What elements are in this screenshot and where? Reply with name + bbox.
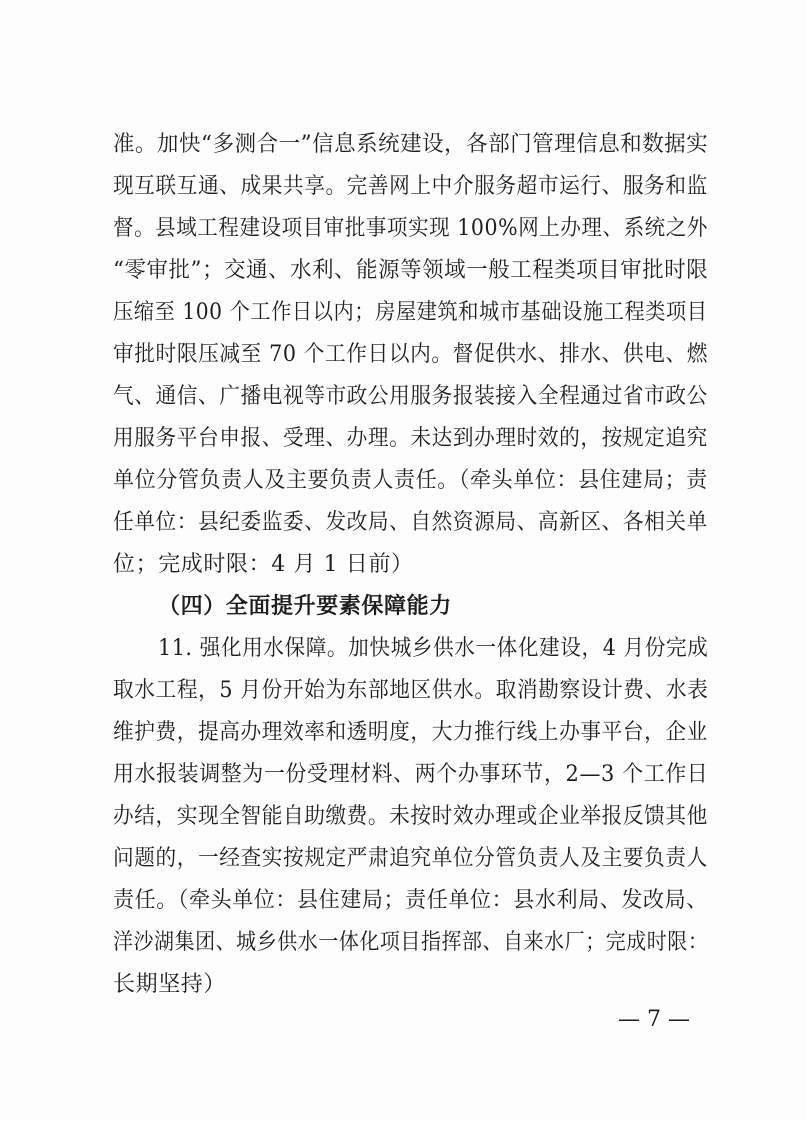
text-line: 取水工程，5 月份开始为东部地区供水。取消勘察设计费、水表 [113, 678, 709, 703]
text-line: 气、通信、广播电视等市政公用服务报装接入全程通过省市政公 [113, 384, 708, 409]
text-line: 审批时限压减至 70 个工作日以内。督促供水、排水、供电、燃 [113, 342, 709, 367]
text-line: 长期坚持） [113, 972, 227, 997]
text-line: 督。县域工程建设项目审批事项实现 100%网上办理、系统之外 [113, 216, 708, 241]
page-number: — 7 — [618, 1007, 690, 1032]
text-line: 任单位：县纪委监委、发改局、自然资源局、高新区、各相关单 [113, 510, 708, 535]
text-line: 维护费，提高办理效率和透明度，大力推行线上办事平台，企业 [113, 720, 708, 745]
section-heading: （四）全面提升要素保障能力 [158, 594, 452, 619]
text-line: 现互联互通、成果共享。完善网上中介服务超市运行、服务和监 [113, 174, 708, 199]
text-line: 办结，实现全智能自助缴费。未按时效办理或企业举报反馈其他 [113, 804, 708, 829]
text-line: 11. 强化用水保障。加快城乡供水一体化建设，4 月份完成 [158, 636, 709, 661]
text-line: 压缩至 100 个工作日以内；房屋建筑和城市基础设施工程类项目 [113, 300, 708, 325]
text-line: 责任。（牵头单位：县住建局；责任单位：县水利局、发改局、 [113, 888, 708, 913]
text-line: 用服务平台申报、受理、办理。未达到办理时效的，按规定追究 [113, 426, 708, 451]
text-line: 位；完成时限：4 月 1 日前） [113, 552, 414, 577]
text-line: 洋沙湖集团、城乡供水一体化项目指挥部、自来水厂；完成时限： [113, 930, 709, 955]
text-line: “零审批”；交通、水利、能源等领域一般工程类项目审批时限 [113, 258, 709, 283]
text-line: 单位分管负责人及主要负责人责任。（牵头单位：县住建局；责 [113, 468, 708, 493]
text-line: 问题的，一经查实按规定严肃追究单位分管负责人及主要负责人 [113, 846, 708, 871]
text-line: 用水报装调整为一份受理材料、两个办事环节，2—3 个工作日 [113, 762, 709, 787]
text-line: 准。加快“多测合一”信息系统建设，各部门管理信息和数据实 [113, 132, 709, 157]
